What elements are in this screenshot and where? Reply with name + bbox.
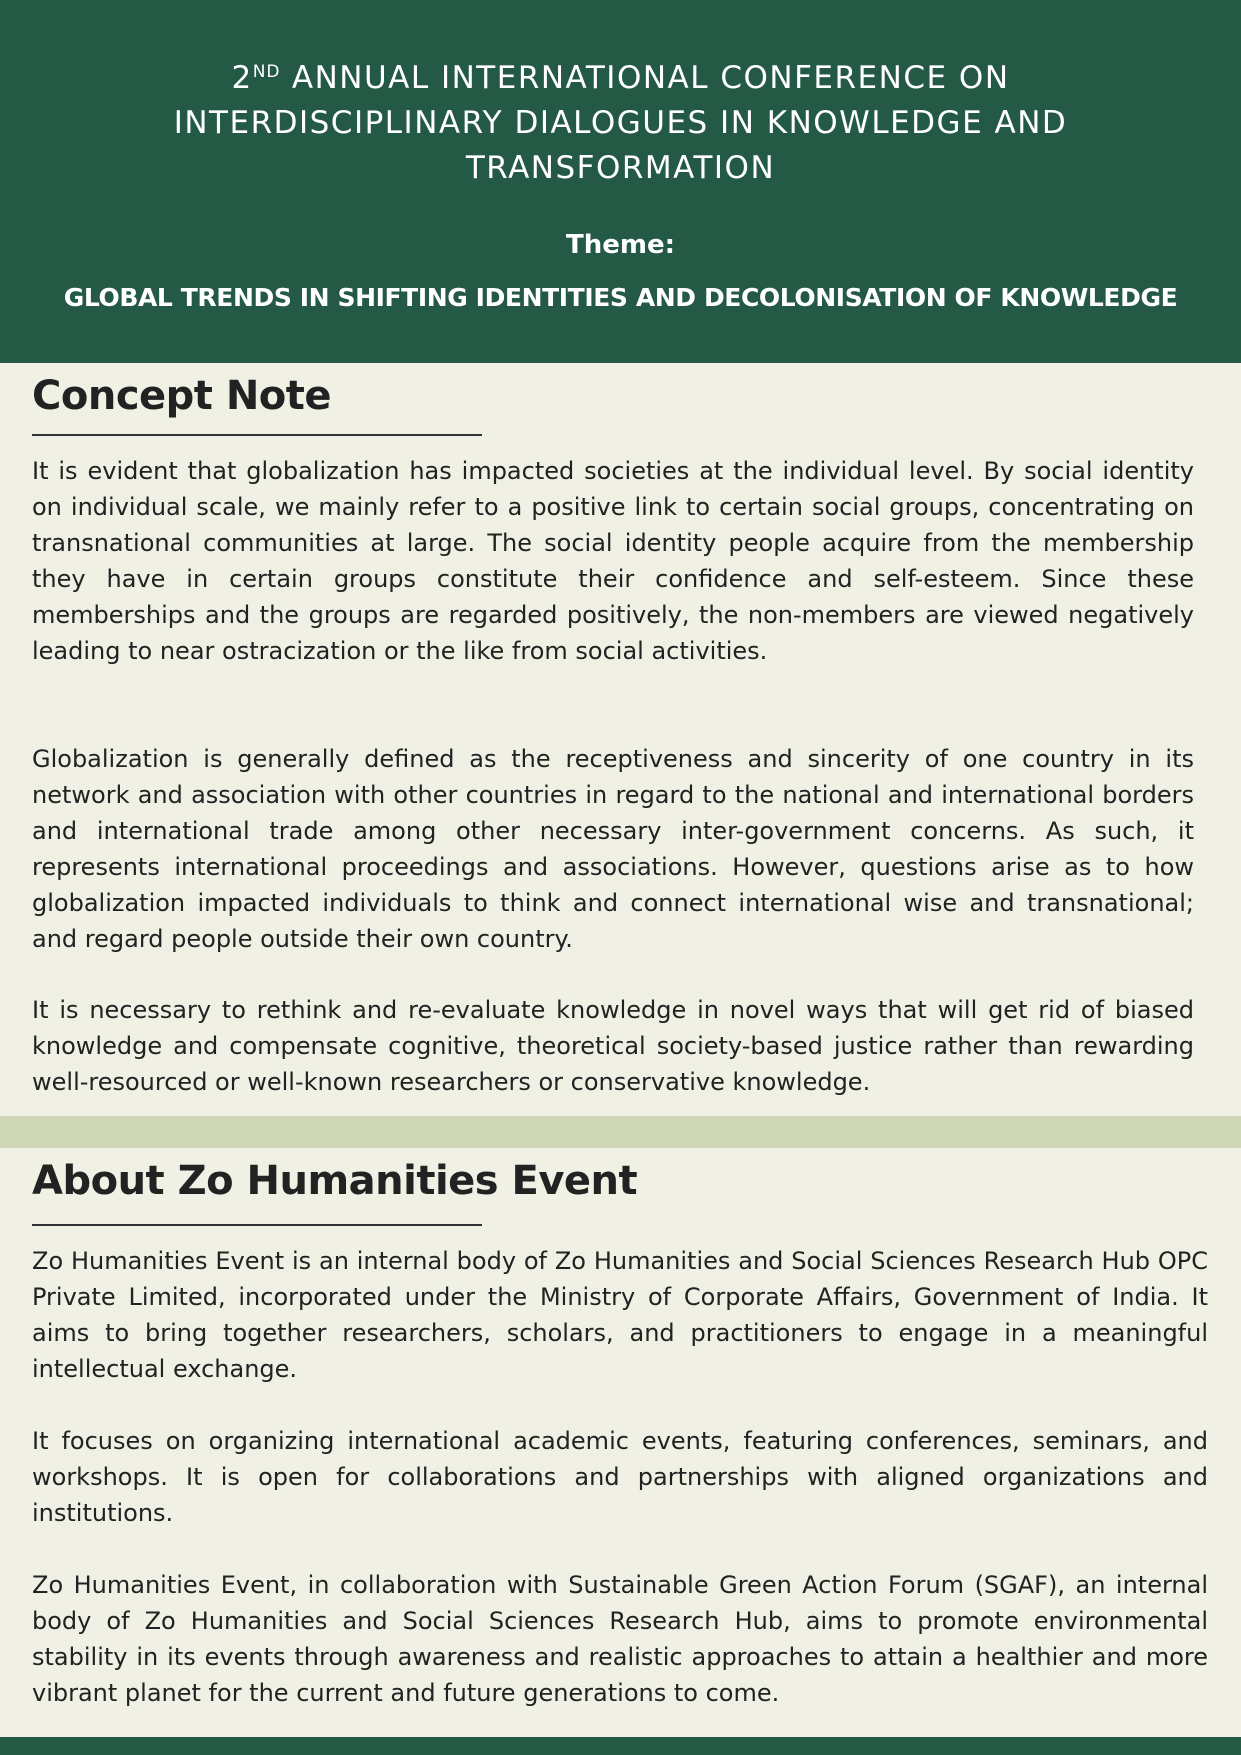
about-divider — [32, 1224, 482, 1226]
about-paragraph-1: Zo Humanities Event is an internal body of Zo Humanities and Social Sciences Research Hub OPC Private Limited, incorporated under the Ministry of Corporate Affairs, Government of India. It aims to bring together researchers, scholars, and practitioners to engage in a meaningful intellectual exchange. — [32, 1247, 1208, 1383]
about-paragraph-2: It focuses on organizing international academic events, featuring conferences, seminars, and workshops. It is open for collaborations and partnerships with aligned organizations and institutions. — [32, 1427, 1208, 1527]
footer-bar — [0, 1737, 1241, 1755]
concept-note-paragraph-1: It is evident that globalization has impacted societies at the individual level. By social identity on individual scale, we mainly refer to a positive link to certain social groups, concentrating on transnational communities at large. The social identity people acquire from the membership they have in certain groups constitute their confidence and self-esteem. Since these memberships and the groups are regarded positively, the non-members are viewed negatively leading to near ostracization or the like from social activities. — [32, 457, 1194, 665]
section-divider-band — [0, 1116, 1241, 1148]
concept-note-paragraph-2: Globalization is generally defined as the receptiveness and sincerity of one country in its network and association with other countries in regard to the national and international borders and international trade among other necessary inter-government concerns. As such, it represents international proceedings and associations. However, questions arise as to how globalization impacted individuals to think and connect international wise and transnational; and regard people outside their own country. — [32, 745, 1194, 953]
header-banner — [0, 0, 1241, 363]
concept-note-heading-block — [32, 373, 331, 419]
conference-title — [120, 56, 1121, 191]
theme-label: Theme: — [565, 230, 675, 260]
title-text: ANNUAL INTERNATIONAL CONFERENCE ON INTERDISCIPLINARY DIALOGUES IN KNOWLEDGE AND TRANSFORMATION — [173, 60, 1068, 186]
about-paragraph-3: Zo Humanities Event, in collaboration with Sustainable Green Action Forum (SGAF), an internal body of Zo Humanities and Social Sciences Research Hub, aims to promote environmental stability in its events through awareness and realistic approaches to attain a healthier and more vibrant planet for the current and future generations to come. — [32, 1571, 1208, 1707]
about-heading-block — [32, 1158, 637, 1204]
concept-note-heading: Concept Note — [32, 373, 332, 419]
about-heading: About Zo Humanities Event — [32, 1158, 638, 1204]
concept-note-paragraph-3: It is necessary to rethink and re-evaluate knowledge in novel ways that will get rid of biased knowledge and compensate cognitive, theoretical society-based justice rather than rewarding well-resourced or well-known researchers or conservative knowledge. — [32, 996, 1194, 1096]
concept-note-divider — [32, 434, 482, 436]
title-ordinal-suffix: ND — [252, 62, 281, 82]
title-number: 2 — [231, 60, 253, 96]
theme-text: GLOBAL TRENDS IN SHIFTING IDENTITIES AND DECOLONISATION OF KNOWLEDGE — [63, 283, 1178, 312]
